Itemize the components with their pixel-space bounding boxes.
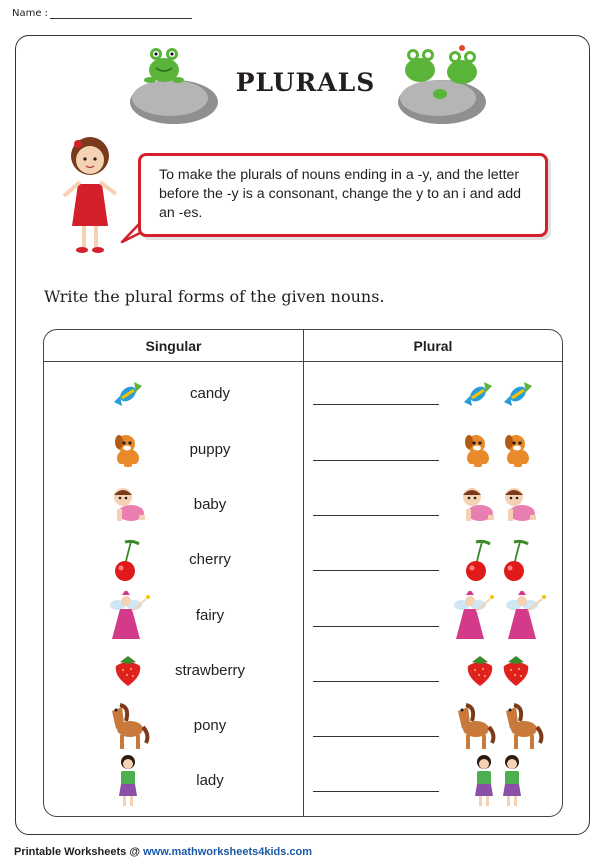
- name-field-row: [12, 8, 192, 19]
- singular-word: pony: [193, 717, 227, 734]
- page-title: PLURALS: [235, 68, 376, 97]
- plural-answer-line[interactable]: [313, 404, 439, 405]
- pony-icon: [452, 701, 496, 755]
- lady-icon: [500, 754, 524, 812]
- puppy-icon: [500, 430, 536, 474]
- name-label: Name :: [12, 8, 49, 19]
- rock-frog-icon: [126, 40, 222, 126]
- plural-answer-line[interactable]: [313, 626, 439, 627]
- rule-text: To make the plurals of nouns ending in a -y, and the letter before the -y is a consonant, change the y to an i and add an -es.: [159, 167, 522, 221]
- instruction-text: Write the plural forms of the given nouns.: [44, 287, 385, 306]
- footer-prefix: Printable Worksheets @: [14, 846, 144, 858]
- plural-header: Plural: [413, 338, 453, 354]
- cherry-icon: [500, 538, 534, 586]
- puppy-icon: [460, 430, 496, 474]
- cherry-icon: [111, 538, 145, 586]
- pony-icon: [106, 701, 150, 755]
- plural-answer-line[interactable]: [313, 736, 439, 737]
- candy-icon: [460, 378, 496, 414]
- singular-word: lady: [196, 772, 224, 789]
- lady-icon: [472, 754, 496, 812]
- fairy-icon: [104, 591, 152, 645]
- candy-icon: [110, 378, 146, 414]
- baby-icon: [458, 485, 496, 529]
- footer-url-link[interactable]: www.mathworksheets4kids.com: [143, 846, 313, 858]
- plural-answer-line[interactable]: [313, 681, 439, 682]
- fairy-icon: [500, 591, 548, 645]
- strawberry-icon: [500, 654, 532, 692]
- lady-icon: [116, 754, 140, 812]
- plural-answer-line[interactable]: [313, 515, 439, 516]
- cherry-icon: [462, 538, 496, 586]
- baby-icon: [109, 485, 147, 529]
- strawberry-icon: [464, 654, 496, 692]
- singular-word: candy: [189, 385, 231, 402]
- plural-answer-line[interactable]: [313, 570, 439, 571]
- name-input-line[interactable]: [50, 8, 192, 19]
- plural-answer-line[interactable]: [313, 791, 439, 792]
- singular-word: baby: [193, 496, 227, 513]
- footer: [14, 846, 312, 858]
- candy-icon: [500, 378, 536, 414]
- girl-illustration: [58, 134, 122, 256]
- baby-icon: [500, 485, 538, 529]
- strawberry-icon: [112, 654, 144, 692]
- puppy-icon: [110, 430, 146, 474]
- singular-word: cherry: [189, 551, 231, 568]
- singular-header: Singular: [145, 338, 202, 354]
- pony-icon: [500, 701, 544, 755]
- plural-answer-line[interactable]: [313, 460, 439, 461]
- rule-speech-bubble: [138, 153, 548, 237]
- rock-frogs-icon: [394, 40, 490, 126]
- singular-word: fairy: [195, 607, 225, 624]
- singular-word: strawberry: [174, 662, 245, 679]
- fairy-icon: [448, 591, 496, 645]
- singular-word: puppy: [189, 441, 231, 458]
